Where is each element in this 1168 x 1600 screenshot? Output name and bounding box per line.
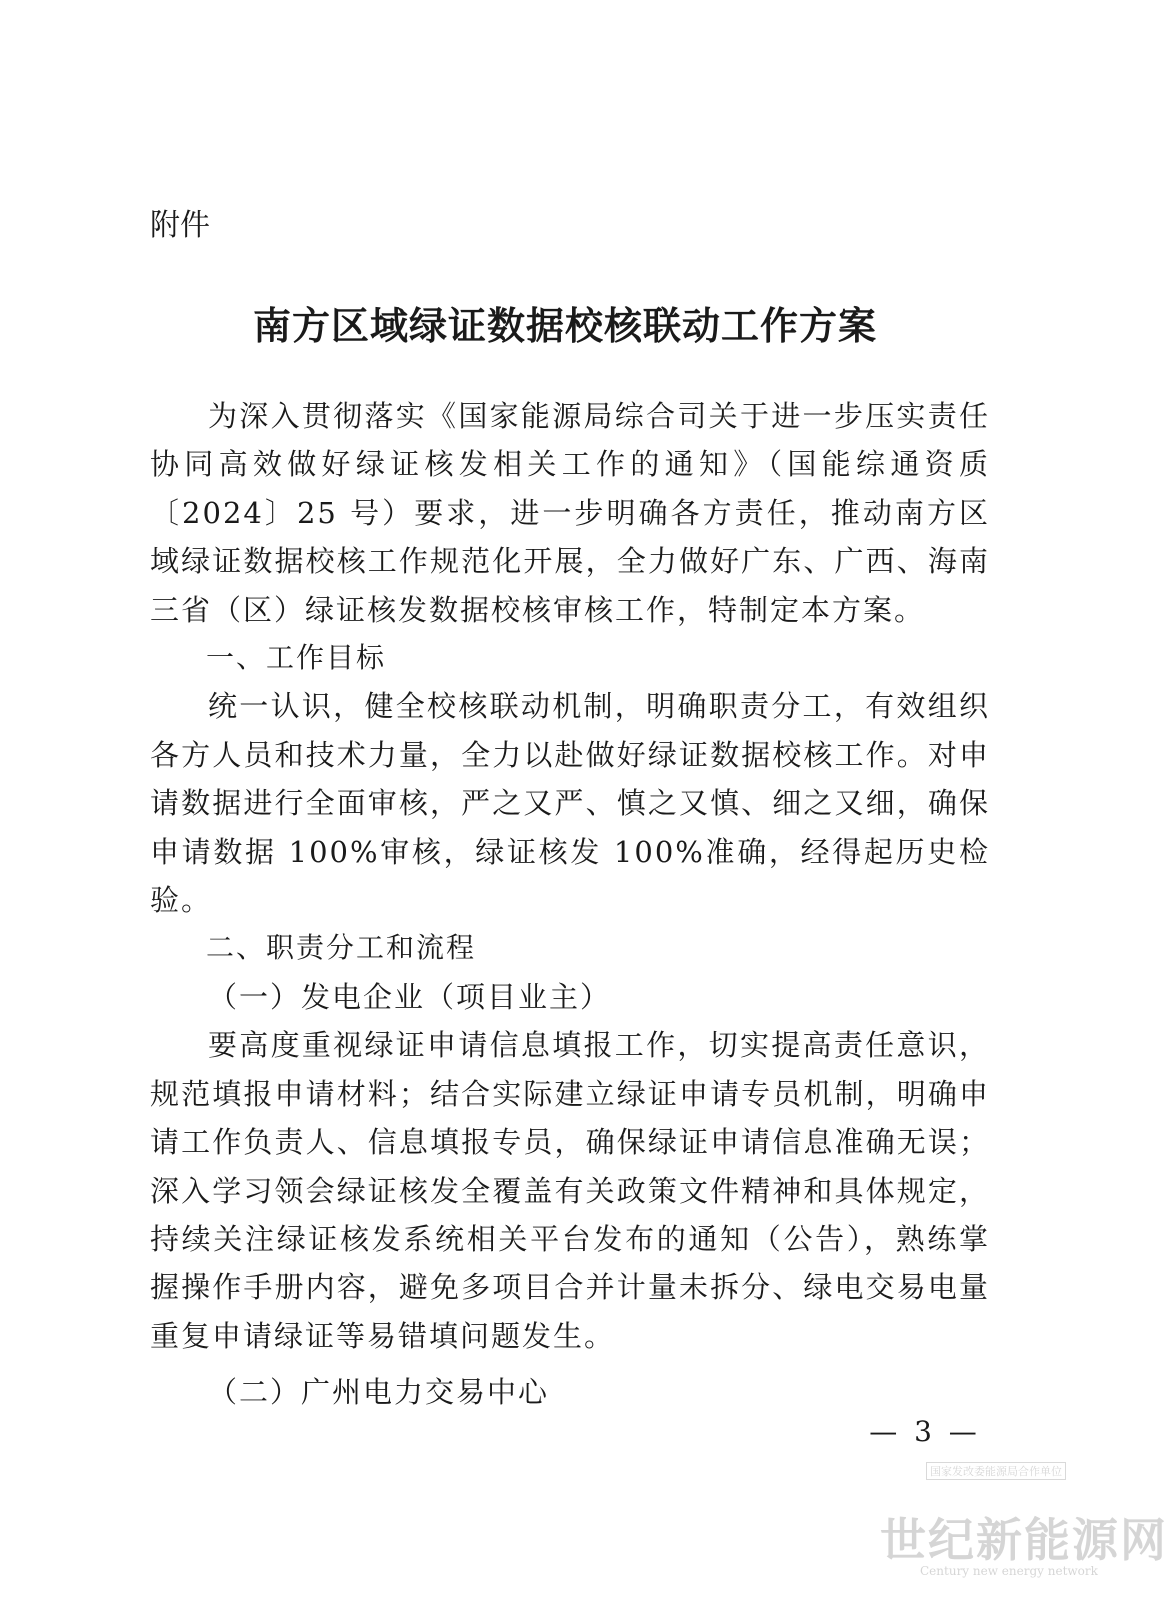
section-body-goals: 统一认识，健全校核联动机制，明确职责分工，有效组织各方人员和技术力量，全力以赴做好绿证数据校核工作。对申请数据进行全面审核，严之又严、慎之又慎、细之又细，确保申请数据 100%审核，绿证核发 100%准确，经得起历史检验。 (150, 689, 990, 918)
watermark-logo (880, 1460, 1168, 1590)
section-heading-responsibilities: 二、职责分工和流程 (206, 931, 477, 965)
section-heading-goals: 一、工作目标 (206, 641, 387, 675)
page-number: — 3 — (869, 1415, 981, 1448)
intro-paragraph: 为深入贯彻落实《国家能源局综合司关于进一步压实责任协同高效做好绿证核发相关工作的通知》（国能综通资质〔2024〕25 号）要求，进一步明确各方责任，推动南方区域绿证数据校核工作规范化开展，全力做好广东、广西、海南三省（区）绿证核发数据校核审核工作，特制定本方案。 (150, 399, 990, 627)
subsection-heading-generators: （一）发电企业（项目业主） (208, 979, 612, 1014)
document-title: 南方区域绿证数据校核联动工作方案 (252, 303, 877, 348)
document-body (150, 392, 990, 1417)
attachment-label: 附件 (150, 208, 210, 243)
watermark-brand: 世纪新能源网 (880, 1513, 1168, 1567)
watermark-caption: 国家发改委能源局合作单位 (926, 1462, 1066, 1480)
subsection-heading-guangzhou-exchange: （二）广州电力交易中心 (208, 1375, 550, 1410)
watermark-english: Century new energy network (920, 1564, 1098, 1578)
subsection-body-generators: 要高度重视绿证申请信息填报工作，切实提高责任意识，规范填报申请材料；结合实际建立绿证申请专员机制，明确申请工作负责人、信息填报专员，确保绿证申请信息准确无误；深入学习领会绿证核发全覆盖有关政策文件精神和具体规定，持续关注绿证核发系统相关平台发布的通知（公告），熟练掌握操作手册内容，避免多项目合并计量未拆分、绿电交易电量重复申请绿证等易错填问题发生。 (150, 1028, 990, 1353)
